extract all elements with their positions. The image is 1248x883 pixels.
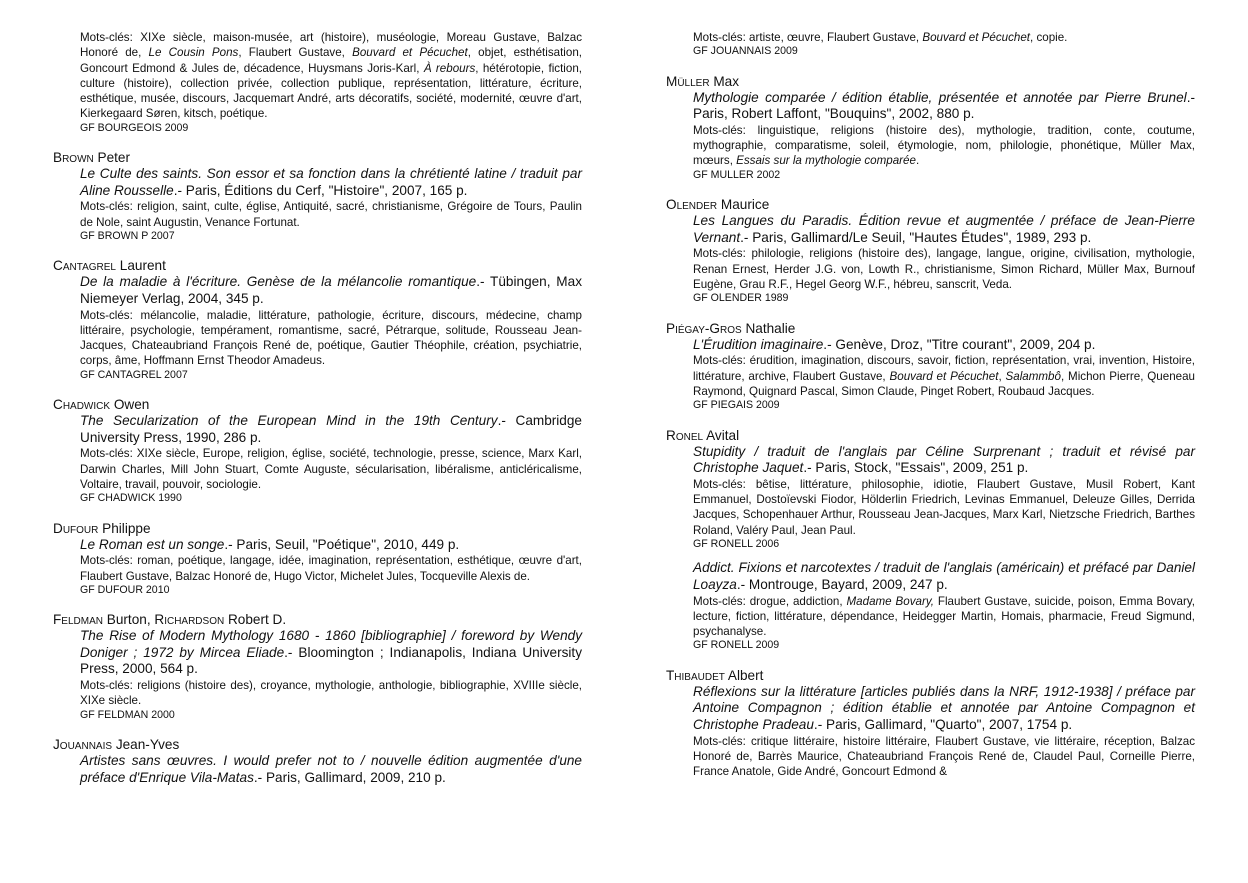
keyword-text: Mots-clés: mélancolie, maladie, littérature, pathologie, écriture, discours, médecine, champ littéraire, psychologie, tempérament, romantisme, sacré, Pétrarque, solitude, Rousseau Jean-Jacques, Chateaubriand François René de, poétique, Gautier Théophile, création, psychiatrie, corps, âme, Hoffmann Ernst Theodor Amadeus. [80,308,582,368]
work-record [80,753,582,786]
work-record [693,30,1195,59]
author-firstname: Max [713,73,740,89]
publication-info: .- Paris, Robert Laffont, "Bouquins", 2002, 880 p. [693,89,1195,122]
bibliography-entry [53,396,582,505]
keyword-italic: Le Cousin Pons [148,46,239,60]
keyword-text: Mots-clés: érudition, imagination, discours, savoir, fiction, représentation, vrai, invention, Histoire, littérature, archive, Flaubert Gustave, [693,354,1195,383]
author-firstname: Burton, [106,612,155,628]
work-title [693,444,1195,477]
publication-info: .- Paris, Gallimard/Le Seuil, "Hautes Études", 1989, 293 p. [740,229,1092,245]
keywords [80,678,582,709]
bibliography-entry [53,257,582,382]
author-name [53,149,582,166]
author-firstname: Owen [113,397,150,413]
shelf-mark: GF DUFOUR 2010 [80,583,170,596]
author-surname: Dufour [53,520,99,536]
keywords [80,199,582,230]
publication-info: .- Montrouge, Bayard, 2009, 247 p. [736,576,948,592]
shelf-mark: GF BOURGEOIS 2009 [80,121,189,134]
author-firstname: Jean-Yves [115,737,180,753]
work-record [693,560,1195,652]
keywords [80,553,582,584]
keyword-italic: Bouvard et Pécuchet [352,46,468,60]
bibliography-entry [666,30,1195,59]
shelf-mark: GF CANTAGREL 2007 [80,368,188,381]
keywords [693,477,1195,538]
shelf-mark: GF MULLER 2002 [693,168,781,181]
keyword-italic: Essais sur la mythologie comparée [736,154,916,168]
work-title [80,274,582,307]
work-record [80,628,582,722]
keyword-text: , Michon Pierre, Queneau Raymond, Quignard Pascal, Simon Claude, Pinget Robert, Roubaud Jacques. [693,369,1195,398]
author-name [53,611,582,628]
work-record [693,684,1195,780]
author-surname: Feldman [53,612,103,628]
work-record [80,274,582,382]
author-surname: Brown [53,150,94,166]
publication-info: .- Paris, Gallimard, 2009, 210 p. [253,769,446,785]
author-firstname: Albert [727,667,764,683]
keywords [693,734,1195,780]
keywords [80,446,582,492]
publication-info: .- Paris, Éditions du Cerf, "Histoire", 2007, 165 p. [173,182,468,198]
title-text: Le Roman est un songe [80,536,225,552]
keyword-text: Mots-clés: bêtise, littérature, philosophie, idiotie, Flaubert Gustave, Musil Robert, Kant Emmanuel, Dostoïevski Fiodor, Hölderlin Friedrich, Levinas Emmanuel, Deleuze Gilles, Derrida Jacques, Schopenhauer Arthur, Rousseau Jean-Jacques, Marx Karl, Nietzsche Friedrich, Barthes Roland, Valéry Paul, Jean Paul. [693,477,1195,537]
title-text: Artistes sans œuvres. I would prefer not to / nouvelle édition augmentée d'une préface d'Enrique Vila-Matas [80,753,582,785]
author-firstname: Avital [706,427,740,443]
keywords [693,30,1195,45]
work-record [80,537,582,598]
keyword-italic: Salammbô [1005,369,1061,383]
author-name [53,520,582,537]
work-title [80,413,582,446]
keyword-text: , Flaubert Gustave, [238,46,353,60]
work-record [693,444,1195,552]
bibliography-entry [666,427,1195,653]
bibliography-entry [666,667,1195,780]
title-text: Mythologie comparée / édition établie, présentée et annotée par Pierre Brunel [693,89,1187,105]
bibliography-entry [666,196,1195,305]
author-firstname: Laurent [119,258,166,274]
title-text: Stupidity / traduit de l'anglais par Céline Surprenant ; traduit et révisé par Christophe Jaquet [693,443,1195,476]
author-name [666,320,1195,337]
keyword-italic: Madame Bovary, [846,594,934,608]
keyword-text: Mots-clés: drogue, addiction, [693,594,847,608]
work-title [693,560,1195,593]
right-column [666,30,1195,794]
shelf-mark: GF OLENDER 1989 [693,292,789,305]
keyword-text: . [915,154,920,168]
author-surname: Chadwick [53,397,111,413]
publication-info: .- Bloomington ; Indianapolis, Indiana University Press, 2000, 564 p. [80,644,582,677]
keyword-text: Mots-clés: linguistique, religions (histoire des), mythologie, tradition, conte, coutume, mythographie, comparatisme, soleil, étymologie, nom, philologie, phonétique, Müller Max, mœurs, [693,123,1195,168]
work-title [80,628,582,678]
publication-info: .- Paris, Stock, "Essais", 2009, 251 p. [803,460,1029,476]
author-name [666,667,1195,684]
publication-info: .- Tübingen, Max Niemeyer Verlag, 2004, 345 p. [80,274,582,306]
author-surname: Thibaudet [666,667,725,683]
shelf-mark: GF RONELL 2009 [693,639,780,652]
title-text: De la maladie à l'écriture. Genèse de la mélancolie romantique [80,274,477,290]
work-record [80,413,582,505]
bibliography-entry [53,520,582,598]
author-surname: Müller [666,73,710,89]
bibliography-entry [666,320,1195,413]
keywords [80,30,582,122]
keyword-italic: À rebours [423,61,476,75]
work-title [693,90,1195,123]
keyword-italic: Bouvard et Pécuchet [889,369,999,383]
keyword-text: Mots-clés: religion, saint, culte, église, Antiquité, sacré, christianisme, Grégoire de Tours, Paulin de Nole, saint Augustin, Venance Fortunat. [80,200,582,229]
work-record [693,337,1195,413]
author-firstname: Nathalie [745,320,796,336]
bibliography-entry [53,736,582,786]
keyword-text: Mots-clés: artiste, œuvre, Flaubert Gustave, [693,31,923,44]
bibliography-entry [53,149,582,243]
author-surname: Piégay-Gros [666,320,742,336]
title-text: Les Langues du Paradis. Édition revue et augmentée / préface de Jean-Pierre Vernant [693,213,1195,245]
author-surname: Jouannais [53,737,113,753]
author-firstname: Peter [97,150,131,166]
keyword-text: , hétérotopie, fiction, culture (histoire), collection privée, collection publique, représentation, littérature, écriture, esthétique, musée, discours, Jacquemart André, arts décoratifs, société, modernité, œuvre d'art, Kierkegaard Søren, kitsch, poétique. [80,61,582,121]
author-name [666,73,1195,90]
keyword-text: Mots-clés: XIXe siècle, Europe, religion, église, société, technologie, presse, science, Marx Karl, Darwin Charles, Mill John Stuart, Comte Auguste, sécularisation, libéralisme, anticléricalisme, Voltaire, travail, pouvoir, sociologie. [80,447,582,491]
shelf-mark: GF CHADWICK 1990 [80,492,182,505]
keyword-italic: Bouvard et Pécuchet [922,31,1031,44]
keywords [693,123,1195,169]
work-title [80,537,582,554]
work-record [693,90,1195,182]
publication-info: .- Paris, Gallimard, "Quarto", 2007, 1754 p. [813,717,1073,733]
title-text: Le Culte des saints. Son essor et sa fonction dans la chrétienté latine / traduit par Aline Rousselle [80,166,582,198]
publication-info: .- Cambridge University Press, 1990, 286 p. [80,413,582,445]
keywords [80,308,582,369]
keywords [693,246,1195,292]
author-name [53,736,582,753]
keyword-text: Mots-clés: roman, poétique, langage, idée, imagination, représentation, esthétique, œuvre d'art, Flaubert Gustave, Balzac Honoré de, Hugo Victor, Michelet Jules, Tocqueville Alexis de. [80,554,582,583]
work-title [80,166,582,199]
author-firstname: Robert D. [227,612,287,628]
shelf-mark: GF PIEGAIS 2009 [693,399,780,412]
publication-info: .- Paris, Seuil, "Poétique", 2010, 449 p. [224,536,460,552]
title-text: L'Érudition imaginaire [693,336,824,352]
author-surname: Olender [666,197,718,213]
author-name [53,396,582,413]
author-surname: Ronel [666,427,704,443]
keyword-text: , objet, esthétisation, Goncourt Edmond & Jules de, décadence, Huysmans Joris-Karl, [80,46,582,75]
keywords [693,353,1195,399]
title-text: The Rise of Modern Mythology 1680 - 1860 [bibliographie] / foreword by Wendy Doniger ; 1972 by Mircea Eliade [80,628,582,660]
keyword-text: Mots-clés: XIXe siècle, maison-musée, art (histoire), muséologie, Moreau Gustave, Balzac Honoré de, [80,31,582,60]
keyword-text: Flaubert Gustave, suicide, poison, Emma Bovary, lecture, fiction, littérature, dépendance, Heidegger Martin, Homais, pharmacie, Freud Sigmund, psychanalyse. [693,594,1195,639]
title-text: Réflexions sur la littérature [articles publiés dans la NRF, 1912-1938] / préface par Antoine Compagnon ; édition établie et annotée par Antoine Compagnon et Christophe Pradeau [693,683,1195,733]
keyword-text: Mots-clés: critique littéraire, histoire littéraire, Flaubert Gustave, vie littéraire, réception, Balzac Honoré de, Barrès Maurice, Chateaubriand François René de, Claudel Paul, Corneille Pierre, France Anatole, Gide André, Goncourt Edmond & [693,734,1195,779]
keyword-text: Mots-clés: religions (histoire des), croyance, mythologie, anthologie, bibliographie, XVIIIe siècle, XIXe siècle. [80,679,582,708]
title-text: The Secularization of the European Mind in the 19th Century [80,413,498,429]
author-name [666,427,1195,444]
author-firstname: Maurice [720,197,770,213]
publication-info: .- Genève, Droz, "Titre courant", 2009, 204 p. [823,336,1096,352]
bibliography-entry [53,30,582,135]
shelf-mark: GF JOUANNAIS 2009 [693,45,798,58]
work-title [693,684,1195,734]
author-name [666,196,1195,213]
shelf-mark: GF RONELL 2006 [693,537,780,550]
keywords [693,594,1195,640]
shelf-mark: GF BROWN P 2007 [80,229,175,242]
author-name [53,257,582,274]
author-surname: Richardson [154,612,225,628]
work-title [693,337,1195,354]
keyword-text: , [998,369,1006,383]
work-record [80,166,582,243]
left-column [53,30,582,800]
title-text: Addict. Fixions et narcotextes / traduit de l'anglais (américain) et préfacé par Daniel Loayza [693,560,1195,592]
shelf-mark: GF FELDMAN 2000 [80,708,175,721]
author-surname: Cantagrel [53,258,116,274]
work-title [80,753,582,786]
work-title [693,213,1195,246]
bibliography-entry [53,611,582,722]
bibliography-entry [666,73,1195,182]
author-firstname: Philippe [102,520,151,536]
keyword-text: Mots-clés: philologie, religions (histoire des), langage, langue, origine, civilisation, mythologie, Renan Ernest, Herder J.G. von, Lowth R., christianisme, Simon Richard, Müller Max, Burnouf Eugène, Grau R.F., Hegel Georg W.F., hébreu, sanscrit, Veda. [693,247,1195,291]
work-record [693,213,1195,305]
keyword-text: , copie. [1030,31,1068,44]
work-record [80,30,582,135]
